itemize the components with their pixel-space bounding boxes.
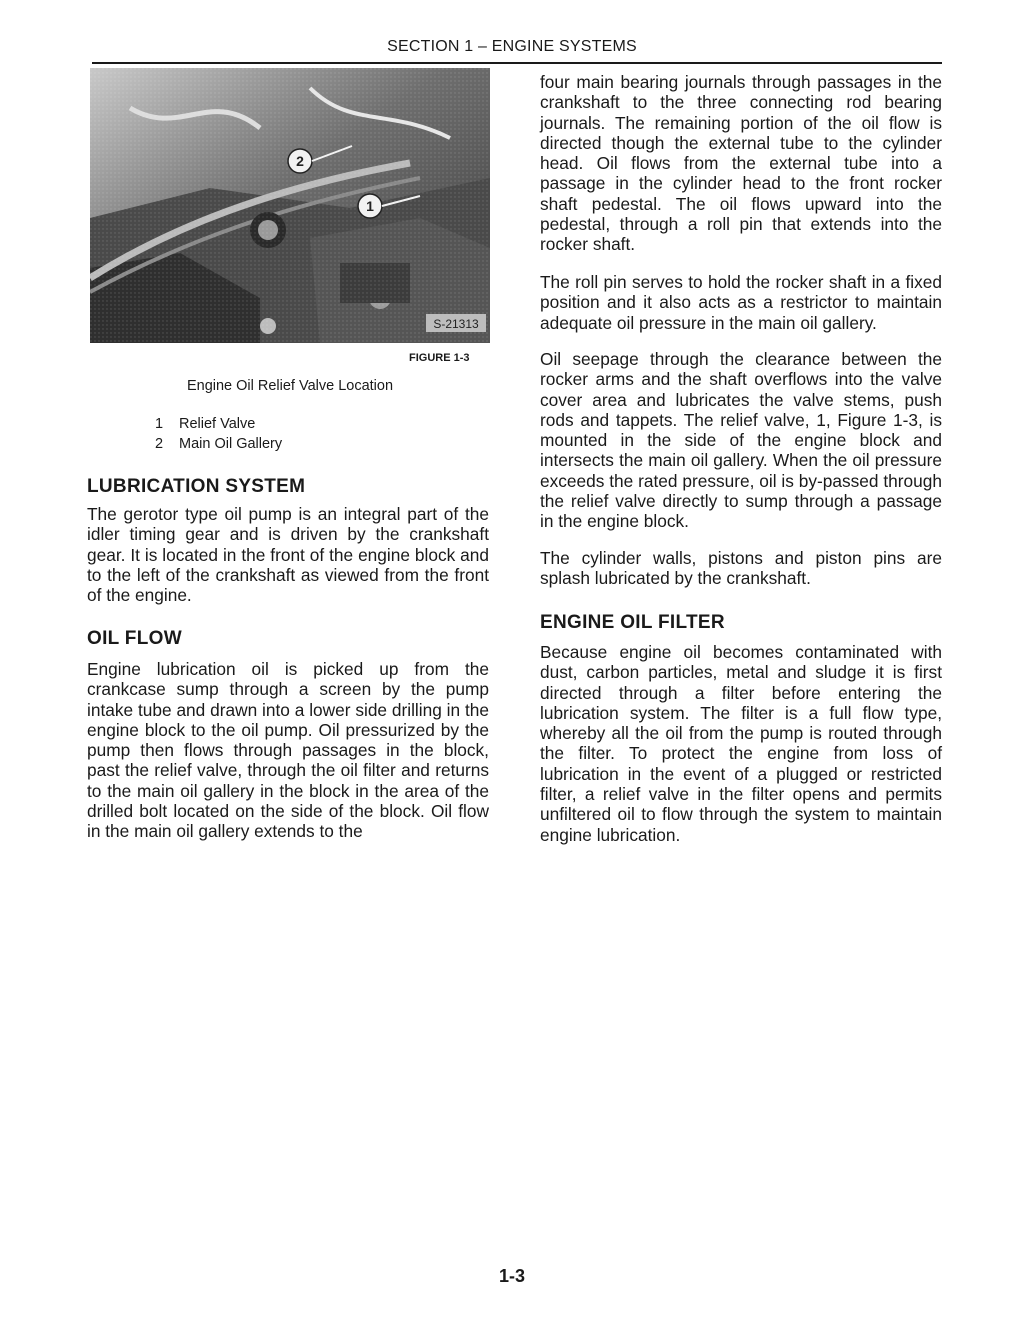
engine-photo	[90, 68, 490, 343]
photo-code: S-21313	[433, 317, 479, 331]
heading-oil-flow: OIL FLOW	[87, 628, 182, 649]
paragraph-lubrication: The gerotor type oil pump is an integral part of the idler timing gear and is driven by the crankshaft gear. It is located in the front of the engine block and to the left of the crankshaft as viewed from the front of the engine.	[87, 504, 489, 606]
section-header: SECTION 1 – ENGINE SYSTEMS	[387, 38, 637, 55]
figure-number: FIGURE 1-3	[409, 352, 470, 364]
paragraph-oil-filter: Because engine oil becomes contaminated with dust, carbon particles, metal and sludge it is first directed through a filter before entering the lubrication system. The filter is a full flow type, whereby all the oil from the pump is routed through the filter. To protect the engine from loss of lubrication in the event of a plugged or restricted filter, a relief valve in the filter opens and permits unfiltered oil to flow through the system to maintain engine lubrication.	[540, 642, 942, 845]
heading-lubrication-system: LUBRICATION SYSTEM	[87, 476, 306, 497]
page-number: 1-3	[498, 1266, 525, 1286]
paragraph-oil-flow: Engine lubrication oil is picked up from the crankcase sump through a screen by the pump intake tube and drawn into a lower side drilling in the engine block to the oil pump. Oil pressurized by the pump then flows through passages in the block, past the relief valve, through the oil filter and returns to the main oil gallery in the block in the area of the drilled bolt located on the side of the block. Oil flow in the main oil gallery extends to the	[87, 659, 489, 842]
header-rule	[92, 62, 942, 64]
svg-text:1: 1	[366, 198, 374, 214]
figure-legend	[155, 414, 282, 454]
callout-2	[288, 149, 312, 173]
legend-item: 2 Main Oil Gallery	[155, 436, 283, 452]
heading-engine-oil-filter: ENGINE OIL FILTER	[540, 612, 725, 633]
paragraph-splash-lubrication: The cylinder walls, pistons and piston pins are splash lubricated by the crankshaft.	[540, 548, 942, 589]
figure-caption: Engine Oil Relief Valve Location	[186, 378, 394, 394]
callout-1	[358, 194, 382, 218]
legend-item: 1 Relief Valve	[155, 416, 256, 432]
paragraph-oil-flow-continued: four main bearing journals through passages in the crankshaft to the three connecting rod bearing journals. The remaining portion of the oil flow is directed though the external tube to the cylinder head. Oil flows from the external tube into a passage in the cylinder head to the front rocker shaft pedestal. The oil flows upward into the pedestal, through a roll pin that extends into the rocker shaft.	[540, 72, 942, 255]
paragraph-roll-pin: The roll pin serves to hold the rocker shaft in a fixed position and it also acts as a restrictor to maintain adequate oil pressure in the main oil gallery.	[540, 272, 942, 333]
paragraph-oil-seepage: Oil seepage through the clearance between the rocker arms and the shaft overflows into the valve cover area and lubricates the valve stems, push rods and tappets. The relief valve, 1, Figure 1-3, is mounted in the side of the engine block and intersects the main oil gallery. When the oil pressure exceeds the rated pressure, oil is by-passed through the relief valve directly to sump through a passage in the engine block.	[540, 349, 942, 532]
svg-text:2: 2	[296, 153, 304, 169]
